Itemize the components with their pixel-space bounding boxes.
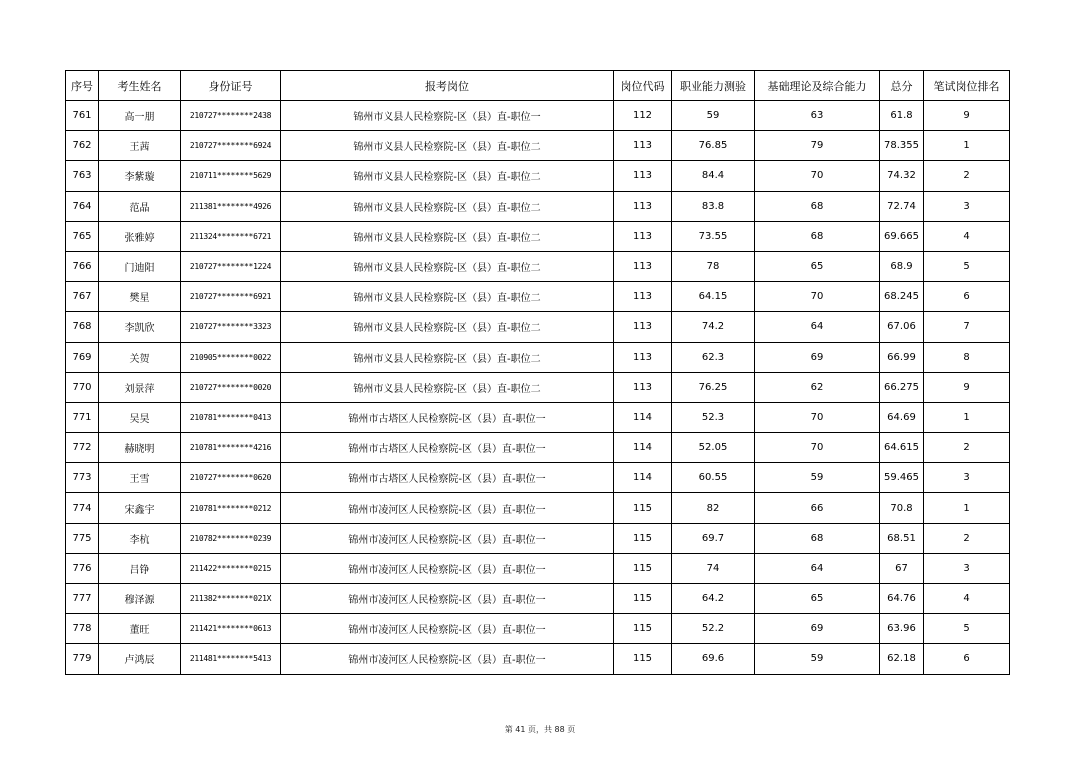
theory-cell: 70: [755, 402, 880, 432]
seq-cell: 772: [66, 433, 99, 463]
position-code-cell: 113: [614, 251, 672, 281]
col-seq-header: 序号: [66, 71, 99, 101]
total-cell: 64.69: [880, 402, 924, 432]
theory-cell: 63: [755, 101, 880, 131]
position-code-cell: 115: [614, 553, 672, 583]
table-row: [66, 191, 1010, 221]
rank-cell: 2: [924, 433, 1010, 463]
id-number-cell: 210781********4216: [181, 433, 281, 463]
position-cell: 锦州市义县人民检察院-区（县）直-职位一: [281, 101, 614, 131]
position-code-cell: 113: [614, 131, 672, 161]
rank-cell: 1: [924, 402, 1010, 432]
name-cell: 范晶: [99, 191, 181, 221]
table-row: [66, 101, 1010, 131]
id-number-cell: 210727********2438: [181, 101, 281, 131]
id-number-cell: 210781********0212: [181, 493, 281, 523]
name-cell: 王雪: [99, 463, 181, 493]
name-cell: 高一朋: [99, 101, 181, 131]
position-cell: 锦州市古塔区人民检察院-区（县）直-职位一: [281, 463, 614, 493]
total-cell: 68.51: [880, 523, 924, 553]
position-code-cell: 115: [614, 644, 672, 674]
total-cell: 68.245: [880, 282, 924, 312]
seq-cell: 774: [66, 493, 99, 523]
id-number-cell: 210727********6921: [181, 282, 281, 312]
seq-cell: 764: [66, 191, 99, 221]
seq-cell: 761: [66, 101, 99, 131]
aptitude-cell: 78: [672, 251, 755, 281]
id-number-cell: 211421********0613: [181, 614, 281, 644]
total-cell: 78.355: [880, 131, 924, 161]
position-cell: 锦州市义县人民检察院-区（县）直-职位二: [281, 282, 614, 312]
table-row: [66, 131, 1010, 161]
aptitude-cell: 64.2: [672, 584, 755, 614]
theory-cell: 70: [755, 433, 880, 463]
rank-cell: 6: [924, 644, 1010, 674]
seq-cell: 771: [66, 402, 99, 432]
position-code-cell: 113: [614, 282, 672, 312]
table-row: [66, 161, 1010, 191]
id-number-cell: 211324********6721: [181, 221, 281, 251]
aptitude-cell: 62.3: [672, 342, 755, 372]
table-row: [66, 463, 1010, 493]
total-cell: 74.32: [880, 161, 924, 191]
theory-cell: 70: [755, 161, 880, 191]
col-position-header: 报考岗位: [281, 71, 614, 101]
total-cell: 70.8: [880, 493, 924, 523]
position-code-cell: 115: [614, 614, 672, 644]
seq-cell: 768: [66, 312, 99, 342]
position-code-cell: 113: [614, 161, 672, 191]
seq-cell: 770: [66, 372, 99, 402]
name-cell: 刘景萍: [99, 372, 181, 402]
aptitude-cell: 83.8: [672, 191, 755, 221]
total-cell: 69.665: [880, 221, 924, 251]
table-row: [66, 372, 1010, 402]
name-cell: 门迪阳: [99, 251, 181, 281]
name-cell: 樊星: [99, 282, 181, 312]
col-rank-header: 笔试岗位排名: [924, 71, 1010, 101]
name-cell: 吴昊: [99, 402, 181, 432]
rank-cell: 9: [924, 372, 1010, 402]
aptitude-cell: 52.3: [672, 402, 755, 432]
position-cell: 锦州市凌河区人民检察院-区（县）直-职位一: [281, 584, 614, 614]
rank-cell: 2: [924, 161, 1010, 191]
table-row: [66, 312, 1010, 342]
id-number-cell: 210782********0239: [181, 523, 281, 553]
rank-cell: 9: [924, 101, 1010, 131]
id-number-cell: 211381********4926: [181, 191, 281, 221]
aptitude-cell: 64.15: [672, 282, 755, 312]
table-row: [66, 402, 1010, 432]
name-cell: 李杭: [99, 523, 181, 553]
aptitude-cell: 74.2: [672, 312, 755, 342]
rank-cell: 3: [924, 553, 1010, 583]
id-number-cell: 210711********5629: [181, 161, 281, 191]
col-theory-score-header: 基础理论及综合能力: [755, 71, 880, 101]
position-cell: 锦州市义县人民检察院-区（县）直-职位二: [281, 312, 614, 342]
rank-cell: 7: [924, 312, 1010, 342]
total-cell: 59.465: [880, 463, 924, 493]
id-number-cell: 210727********0620: [181, 463, 281, 493]
theory-cell: 68: [755, 523, 880, 553]
theory-cell: 68: [755, 191, 880, 221]
theory-cell: 65: [755, 251, 880, 281]
aptitude-cell: 69.7: [672, 523, 755, 553]
position-code-cell: 114: [614, 402, 672, 432]
rank-cell: 5: [924, 251, 1010, 281]
theory-cell: 70: [755, 282, 880, 312]
aptitude-cell: 59: [672, 101, 755, 131]
theory-cell: 66: [755, 493, 880, 523]
aptitude-cell: 76.85: [672, 131, 755, 161]
rank-cell: 5: [924, 614, 1010, 644]
col-aptitude-test-header: 职业能力测验: [672, 71, 755, 101]
theory-cell: 69: [755, 614, 880, 644]
theory-cell: 79: [755, 131, 880, 161]
rank-cell: 4: [924, 584, 1010, 614]
name-cell: 李紫璇: [99, 161, 181, 191]
name-cell: 董旺: [99, 614, 181, 644]
col-name-header: 考生姓名: [99, 71, 181, 101]
seq-cell: 779: [66, 644, 99, 674]
position-code-cell: 114: [614, 433, 672, 463]
rank-cell: 4: [924, 221, 1010, 251]
position-code-cell: 115: [614, 493, 672, 523]
header-row: [66, 71, 1010, 101]
id-number-cell: 210727********0020: [181, 372, 281, 402]
id-number-cell: 210905********0022: [181, 342, 281, 372]
col-total-score-header: 总分: [880, 71, 924, 101]
seq-cell: 773: [66, 463, 99, 493]
position-cell: 锦州市凌河区人民检察院-区（县）直-职位一: [281, 523, 614, 553]
theory-cell: 59: [755, 644, 880, 674]
total-cell: 66.275: [880, 372, 924, 402]
id-number-cell: 211382********021X: [181, 584, 281, 614]
position-cell: 锦州市义县人民检察院-区（县）直-职位二: [281, 342, 614, 372]
total-cell: 68.9: [880, 251, 924, 281]
position-cell: 锦州市义县人民检察院-区（县）直-职位二: [281, 372, 614, 402]
id-number-cell: 210727********1224: [181, 251, 281, 281]
seq-cell: 777: [66, 584, 99, 614]
total-cell: 64.76: [880, 584, 924, 614]
position-cell: 锦州市凌河区人民检察院-区（县）直-职位一: [281, 614, 614, 644]
rank-cell: 6: [924, 282, 1010, 312]
table-row: [66, 644, 1010, 674]
position-cell: 锦州市凌河区人民检察院-区（县）直-职位一: [281, 553, 614, 583]
id-number-cell: 210727********3323: [181, 312, 281, 342]
name-cell: 赫晓明: [99, 433, 181, 463]
name-cell: 吕铮: [99, 553, 181, 583]
position-cell: 锦州市凌河区人民检察院-区（县）直-职位一: [281, 493, 614, 523]
theory-cell: 62: [755, 372, 880, 402]
table-row: [66, 553, 1010, 583]
aptitude-cell: 74: [672, 553, 755, 583]
total-cell: 62.18: [880, 644, 924, 674]
aptitude-cell: 76.25: [672, 372, 755, 402]
aptitude-cell: 52.2: [672, 614, 755, 644]
total-cell: 67: [880, 553, 924, 583]
seq-cell: 762: [66, 131, 99, 161]
name-cell: 王茜: [99, 131, 181, 161]
id-number-cell: 211481********5413: [181, 644, 281, 674]
position-cell: 锦州市古塔区人民检察院-区（县）直-职位一: [281, 402, 614, 432]
position-cell: 锦州市古塔区人民检察院-区（县）直-职位一: [281, 433, 614, 463]
position-code-cell: 113: [614, 312, 672, 342]
seq-cell: 765: [66, 221, 99, 251]
seq-cell: 778: [66, 614, 99, 644]
position-code-cell: 112: [614, 101, 672, 131]
name-cell: 李凯欣: [99, 312, 181, 342]
position-code-cell: 115: [614, 523, 672, 553]
theory-cell: 64: [755, 312, 880, 342]
seq-cell: 769: [66, 342, 99, 372]
seq-cell: 763: [66, 161, 99, 191]
name-cell: 宋鑫宇: [99, 493, 181, 523]
table-row: [66, 523, 1010, 553]
total-cell: 66.99: [880, 342, 924, 372]
rank-cell: 8: [924, 342, 1010, 372]
total-cell: 61.8: [880, 101, 924, 131]
aptitude-cell: 52.05: [672, 433, 755, 463]
table-row: [66, 614, 1010, 644]
col-position-code-header: 岗位代码: [614, 71, 672, 101]
position-cell: 锦州市义县人民检察院-区（县）直-职位二: [281, 221, 614, 251]
theory-cell: 69: [755, 342, 880, 372]
table-row: [66, 251, 1010, 281]
id-number-cell: 210727********6924: [181, 131, 281, 161]
total-cell: 64.615: [880, 433, 924, 463]
name-cell: 张雅婷: [99, 221, 181, 251]
total-cell: 72.74: [880, 191, 924, 221]
table-row: [66, 493, 1010, 523]
theory-cell: 68: [755, 221, 880, 251]
aptitude-cell: 69.6: [672, 644, 755, 674]
position-cell: 锦州市义县人民检察院-区（县）直-职位二: [281, 251, 614, 281]
aptitude-cell: 60.55: [672, 463, 755, 493]
col-id-number-header: 身份证号: [181, 71, 281, 101]
position-code-cell: 113: [614, 191, 672, 221]
theory-cell: 59: [755, 463, 880, 493]
rank-cell: 3: [924, 191, 1010, 221]
table-row: [66, 342, 1010, 372]
position-code-cell: 114: [614, 463, 672, 493]
aptitude-cell: 73.55: [672, 221, 755, 251]
id-number-cell: 210781********0413: [181, 402, 281, 432]
name-cell: 穆泽源: [99, 584, 181, 614]
seq-cell: 776: [66, 553, 99, 583]
position-code-cell: 113: [614, 342, 672, 372]
position-cell: 锦州市义县人民检察院-区（县）直-职位二: [281, 161, 614, 191]
page-footer: 第 41 页，共 88 页: [504, 725, 576, 734]
rank-cell: 1: [924, 131, 1010, 161]
rank-cell: 1: [924, 493, 1010, 523]
position-code-cell: 113: [614, 372, 672, 402]
position-cell: 锦州市凌河区人民检察院-区（县）直-职位一: [281, 644, 614, 674]
seq-cell: 775: [66, 523, 99, 553]
id-number-cell: 211422********0215: [181, 553, 281, 583]
table-row: [66, 433, 1010, 463]
aptitude-cell: 84.4: [672, 161, 755, 191]
aptitude-cell: 82: [672, 493, 755, 523]
position-code-cell: 113: [614, 221, 672, 251]
total-cell: 67.06: [880, 312, 924, 342]
position-cell: 锦州市义县人民检察院-区（县）直-职位二: [281, 131, 614, 161]
position-code-cell: 115: [614, 584, 672, 614]
table-row: [66, 221, 1010, 251]
seq-cell: 766: [66, 251, 99, 281]
table-row: [66, 584, 1010, 614]
position-cell: 锦州市义县人民检察院-区（县）直-职位二: [281, 191, 614, 221]
score-table: [65, 70, 1010, 675]
rank-cell: 3: [924, 463, 1010, 493]
theory-cell: 64: [755, 553, 880, 583]
name-cell: 卢鸿辰: [99, 644, 181, 674]
theory-cell: 65: [755, 584, 880, 614]
table-row: [66, 282, 1010, 312]
seq-cell: 767: [66, 282, 99, 312]
rank-cell: 2: [924, 523, 1010, 553]
name-cell: 关贺: [99, 342, 181, 372]
total-cell: 63.96: [880, 614, 924, 644]
